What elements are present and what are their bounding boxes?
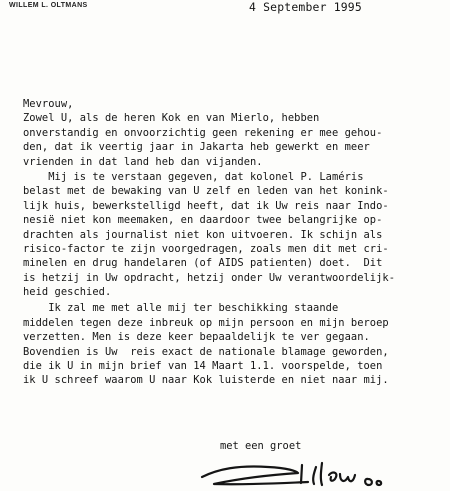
text-line: die ik U in mijn brief van 14 Maart 1.1. voorspelde, toen	[23, 360, 383, 373]
text-line: middelen tegen deze inbreuk op mijn persoon en mijn beroep	[23, 316, 389, 329]
text-line: drachten als journalist niet kon uitvoeren. Ik schijn als	[23, 228, 383, 241]
text-line: verzetten. Men is deze keer bepaaldelijk te ver gegaan.	[23, 331, 370, 344]
paragraph-1	[23, 111, 448, 169]
text-line: ik U schreef waarom U naar Kok luisterde en niet naar mij.	[23, 374, 389, 387]
paragraph-3	[23, 301, 448, 387]
text-line: risico-factor te zijn voorgedragen, zoals men dit met cri-	[23, 242, 389, 255]
paragraph-2	[23, 170, 448, 300]
text-line: is hetzij in Uw opdracht, hetzij onder Uw verantwoordelijk-	[23, 271, 396, 284]
text-line: Bovendien is Uw reis exact de nationale blamage geworden,	[23, 345, 389, 358]
text-line: minelen en drug handelaren (of AIDS patienten) doet. Dit	[23, 257, 383, 270]
text-line: belast met de bewaking van U zelf en leden van het konink-	[23, 185, 389, 198]
letterhead-name: WILLEM L. OLTMANS	[9, 2, 88, 9]
text-line: Zowel U, als de heren Kok en van Mierlo, hebben	[23, 112, 320, 125]
text-line: vrienden in dat land heb dan vijanden.	[23, 155, 263, 168]
text-line: Mij is te verstaan gegeven, dat kolonel P. Laméris	[23, 170, 364, 183]
letter-date: 4 September 1995	[249, 0, 362, 14]
signature-icon	[198, 455, 398, 491]
text-line: nesië niet kon meemaken, en daardoor twee belangrijke op-	[23, 214, 383, 227]
text-line: onverstandig en onvoorzichtig geen rekening er mee gehou-	[23, 126, 383, 139]
text-line: heid geschied.	[23, 286, 112, 299]
salutation: Mevrouw,	[23, 98, 74, 110]
text-line: den, dat ik veertig jaar in Jakarta heb gewerkt en meer	[23, 141, 370, 154]
text-line: Ik zal me met alle mij ter beschikking staande	[23, 302, 339, 315]
text-line: lijk huis, bewerkstelligd heeft, dat ik Uw reis naar Indo-	[23, 199, 389, 212]
closing-greeting: met een groet	[220, 440, 302, 452]
letter-body	[23, 97, 448, 388]
